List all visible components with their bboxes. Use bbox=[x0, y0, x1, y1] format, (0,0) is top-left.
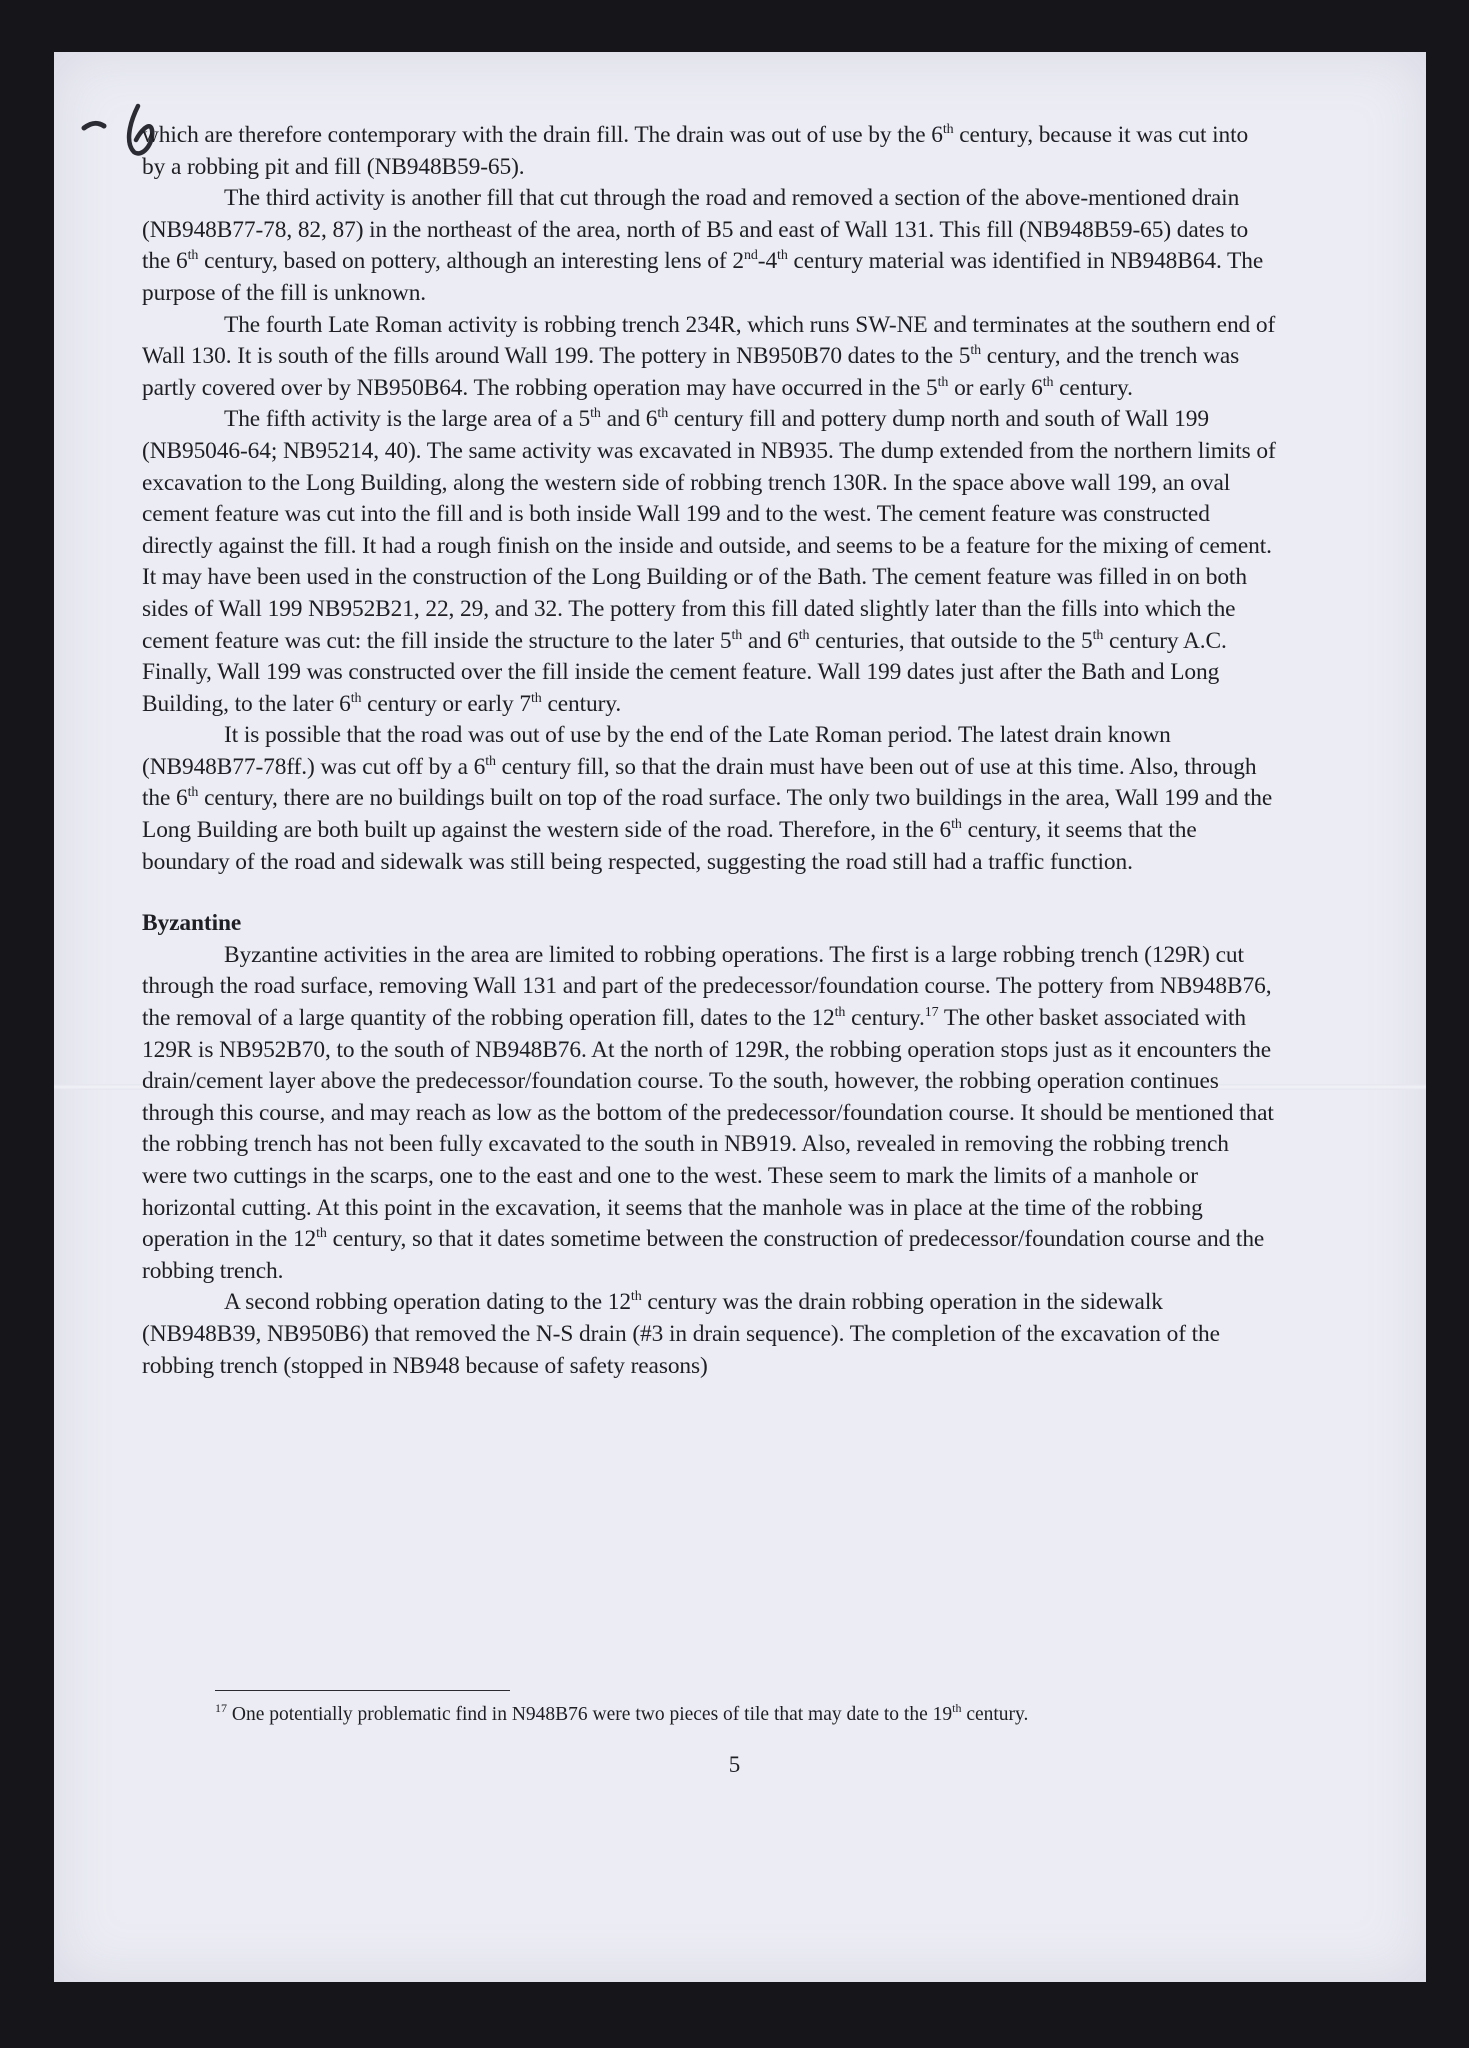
paragraph: The fifth activity is the large area of a 5th and 6th century fill and pottery dump north and south of Wall 199 (NB95046-64; NB95214, 40). The same activity was excavated in NB935. The dump extended from the northern limits of excavation to the Long Building, along the western side of robbing trench 130R. In the space above wall 199, an oval cement feature was cut into the fill and is both inside Wall 199 and to the west. The cement feature was constructed directly against the fill. It had a rough finish on the inside and outside, and seems to be a feature for the mixing of cement. It may have been used in the construction of the Long Building or of the Bath. The cement feature was filled in on both sides of Wall 199 NB952B21, 22, 29, and 32. The pottery from this fill dated slightly later than the fills into which the cement feature was cut: the fill inside the structure to the later 5th and 6th centuries, that outside to the 5th century A.C. Finally, Wall 199 was constructed over the fill inside the cement feature. Wall 199 dates just after the Bath and Long Building, to the later 6th century or early 7th century. bbox=[142, 406, 1276, 717]
paragraph: The fourth Late Roman activity is robbing trench 234R, which runs SW-NE and terminates at the southern end of Wall 130. It is south of the fills around Wall 199. The pottery in NB950B70 dates to the 5th century, and the trench was partly covered over by NB950B64. The robbing operation may have occurred in the 5th or early 6th century. bbox=[142, 311, 1276, 401]
paragraph: which are therefore contemporary with the drain fill. The drain was out of use by the 6th century, because it was cut into by a robbing pit and fill (NB948B59-65). bbox=[142, 122, 1249, 180]
paragraph: It is possible that the road was out of use by the end of the Late Roman period. The latest drain known (NB948B77-78ff.) was cut off by a 6th century fill, so that the drain must have been out of use at this time. Also, through the 6th century, there are no buildings built on top of the road surface. The only two buildings in the area, Wall 199 and the Long Building are both built up against the western side of the road. Therefore, in the 6th century, it seems that the boundary of the road and sidewalk was still being respected, suggesting the road still had a traffic function. bbox=[142, 722, 1273, 875]
footnote: $^{17}$ One potentially problematic find in N948B76 were two pieces of tile that may date to the 19th century. bbox=[215, 1701, 1029, 1725]
page-number: 5 bbox=[728, 1752, 741, 1777]
footnote-divider bbox=[215, 1690, 510, 1691]
footnote-reference: 17 bbox=[924, 1005, 939, 1021]
section-heading: Byzantine bbox=[142, 910, 242, 937]
paragraph: Byzantine activities in the area are limited to robbing operations. The first is a large robbing trench (129R) cut through the road surface, removing Wall 131 and part of the predecessor/foundation course. The pottery from NB948B76, the removal of a large quantity of the robbing operation fill, dates to the 12th century.$^{17}$ The other basket associated with 129R is NB952B70, to the south of NB948B76. At the north of 129R, the robbing operation stops just as it encounters the drain/cement layer above the predecessor/foundation course. To the south, however, the robbing operation continues through this course, and may reach as low as the bottom of the predecessor/foundation course. It should be mentioned that the robbing trench has not been fully excavated to the south in NB919. Also, revealed in removing the robbing trench were two cuttings in the scarps, one to the east and one to the west. These seem to mark the limits of a manhole or horizontal cutting. At this point in the excavation, it seems that the manhole was in place at the time of the robbing operation in the 12th century, so that it dates sometime between the construction of predecessor/foundation course and the robbing trench. bbox=[142, 941, 1274, 1284]
paragraph: A second robbing operation dating to the 12th century was the drain robbing operation in the sidewalk (NB948B39, NB950B6) that removed the N-S drain (#3 in drain sequence). The completion of the excavation of the robbing trench (stopped in NB948 because of safety reasons) bbox=[142, 1289, 1220, 1379]
paragraph: The third activity is another fill that cut through the road and removed a section of the above-mentioned drain (NB948B77-78, 82, 87) in the northeast of the area, north of B5 and east of Wall 131. This fill (NB948B59-65) dates to the 6th century, based on pottery, although an interesting lens of 2nd-4th century material was identified in NB948B64. The purpose of the fill is unknown. bbox=[142, 185, 1264, 306]
document-body bbox=[142, 120, 1277, 1382]
footnote-number: 17 bbox=[215, 1701, 227, 1715]
